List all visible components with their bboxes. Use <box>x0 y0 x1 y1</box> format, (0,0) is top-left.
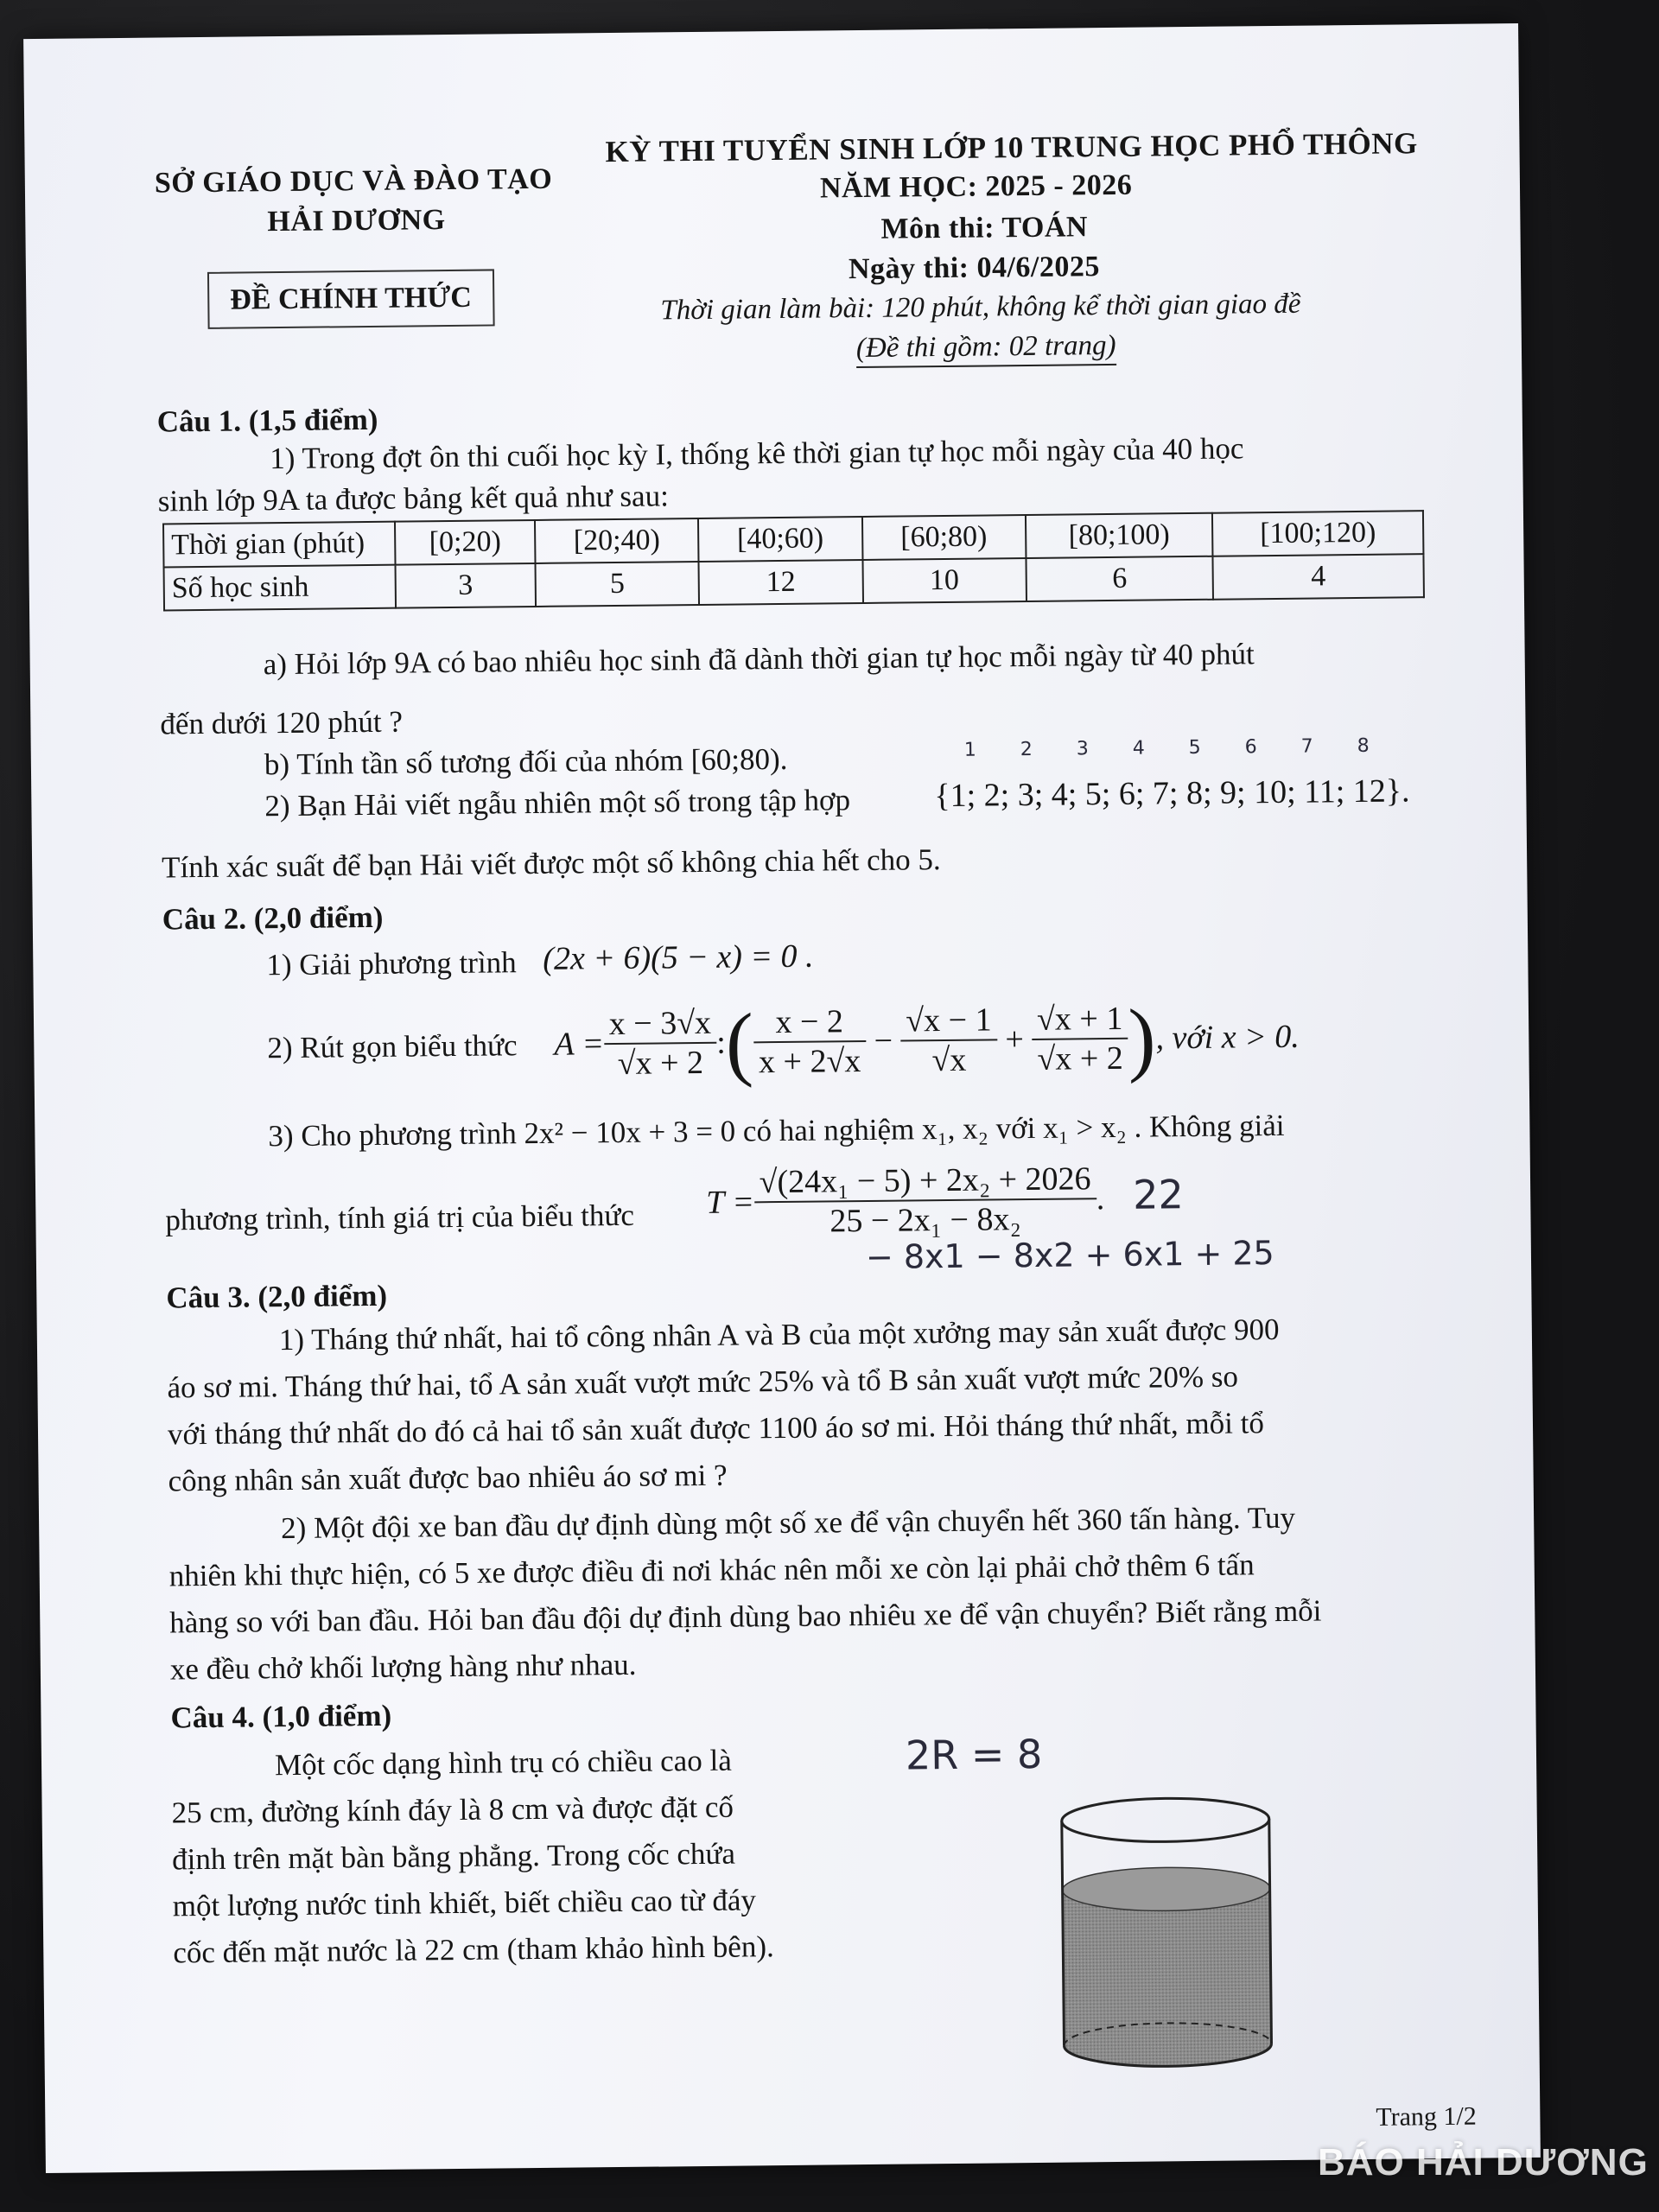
table-header-students: Số học sinh <box>164 565 397 611</box>
q4-line1: Một cốc dạng hình trụ có chiều cao là <box>274 1743 732 1783</box>
exam-date: Ngày thi: 04/6/2025 <box>848 251 1101 286</box>
handwritten-note-22: 22 <box>1132 1171 1185 1218</box>
fraction: $\frac{√x + 1}{√x + 2}$ <box>1032 1000 1128 1078</box>
q2-expression-T: T = $\frac{\text{√(24x₁ − 5) + 2x₂ + 2026}}{\text{25 − 2x₁ − 8x₂}}$ . <box>706 1160 1105 1240</box>
q2-part1-text: 1) Giải phương trình <box>266 945 517 982</box>
q1-part2-text: 2) Bạn Hải viết ngẫu nhiên một số trong tập hợp <box>264 783 851 823</box>
q2-A-lhs: A = <box>554 1026 605 1063</box>
question-4-title: Câu 4. (1,0 điểm) <box>170 1698 392 1735</box>
q2-part2-text: 2) Rút gọn biểu thức <box>267 1028 518 1065</box>
table-cell: 12 <box>699 560 863 605</box>
q1-part1-line2: sinh lớp 9A ta được bảng kết quả như sau: <box>157 479 670 518</box>
fraction: $\frac{\text{√(24x₁ − 5) + 2x₂ + 2026}}{\text{25 − 2x₁ − 8x₂}}$ <box>753 1160 1096 1241</box>
question-1-title: Câu 1. (1,5 điểm) <box>156 402 378 439</box>
q1-b-line: b) Tính tần số tương đối của nhóm [60;80). <box>264 741 788 782</box>
q3-part1-line4: công nhân sản xuất được bao nhiêu áo sơ mi ? <box>168 1458 728 1498</box>
q3-part1-line2: áo sơ mi. Tháng thứ hai, tổ A sản xuất vượt mức 25% và tổ B sản xuất vượt mức 20% so <box>167 1359 1239 1405</box>
cup-rim <box>1062 1797 1270 1843</box>
table-cell: 6 <box>1026 556 1213 601</box>
handwritten-note-radius: 2R = 8 <box>905 1730 1043 1779</box>
q3-part1-line1: 1) Tháng thứ nhất, hai tổ công nhân A và B của một xưởng may sản xuất được 900 <box>278 1312 1280 1357</box>
q2-expression-A: A = $\frac{x - 3√x}{√x + 2}$ : ( $\frac{x - 2}{x + 2√x}$ − $\frac{√x - 1}{√x}$ + $\frac{√x + 1}{√x + 2}$ ) , với x > 0. <box>554 991 1300 1089</box>
q2-part3-text: phương trình, tính giá trị của biểu thức <box>165 1198 635 1237</box>
q3-part2-line3: hàng so với ban đầu. Hỏi ban đầu đội dự định dùng bao nhiêu xe để vận chuyển? Biết rằng mỗi <box>169 1593 1322 1640</box>
q4-line3: định trên mặt bàn bằng phẳng. Trong cốc chứa <box>171 1836 736 1877</box>
fraction: $\frac{x - 3√x}{√x + 2}$ <box>604 1004 717 1083</box>
handwritten-set-marks: 1 2 3 4 5 6 7 8 <box>963 734 1389 761</box>
exam-title: KỲ THI TUYỂN SINH LỚP 10 TRUNG HỌC PHỔ THÔNG <box>605 126 1418 169</box>
official-exam-box: ĐỀ CHÍNH THỨC <box>207 269 494 328</box>
water-body <box>1063 1888 1272 2068</box>
school-year: NĂM HỌC: 2025 - 2026 <box>819 168 1133 205</box>
table-cell: [40;60) <box>698 517 862 562</box>
table-header-time: Thời gian (phút) <box>163 522 396 568</box>
table-cell: 4 <box>1213 554 1424 600</box>
question-2-title: Câu 2. (2,0 điểm) <box>162 899 384 937</box>
q4-line2: 25 cm, đường kính đáy là 8 cm và được đặt cố <box>171 1789 734 1830</box>
exam-duration: Thời gian làm bài: 120 phút, không kể thời gian giao đề <box>660 288 1301 327</box>
q3-part2-line1: 2) Một đội xe ban đầu dự định dùng một số xe để vận chuyển hết 360 tấn hàng. Tuy <box>280 1500 1296 1546</box>
pages-note: (Đề thi gồm: 02 trang) <box>856 330 1116 368</box>
department-name: SỞ GIÁO DỤC VÀ ĐÀO TẠO <box>154 162 553 200</box>
cylinder-figure <box>1035 1780 1298 2085</box>
q4-line4: một lượng nước tinh khiết, biết chiều cao từ đáy <box>172 1883 757 1923</box>
fraction: $\frac{√x - 1}{√x}$ <box>900 1001 997 1079</box>
fraction: $\frac{x - 2}{x + 2√x}$ <box>753 1002 866 1081</box>
question-3-title: Câu 3. (2,0 điểm) <box>166 1278 388 1315</box>
table-cell: [20;40) <box>535 518 699 563</box>
q3-part2-line4: xe đều chở khối lượng hàng như nhau. <box>169 1647 637 1687</box>
q4-line5: cốc đến mặt nước là 22 cm (tham khảo hình bên). <box>173 1929 774 1970</box>
q2-part3-line1: 3) Cho phương trình 2x² − 10x + 3 = 0 có hai nghiệm x₁, x₂ với x₁ > x₂ . Không giải <box>268 1108 1285 1154</box>
table-cell: 10 <box>862 558 1027 603</box>
subject: Môn thi: TOÁN <box>880 211 1089 245</box>
table-cell: [80;100) <box>1026 513 1213 558</box>
table-cell: 3 <box>396 563 537 608</box>
q2-part1-equation: (2x + 6)(5 − x) = 0 . <box>543 938 814 977</box>
handwritten-note-sum: − 8x1 − 8x2 + 6x1 + 25 <box>865 1234 1274 1276</box>
q3-part2-line2: nhiên khi thực hiện, có 5 xe được điều đi nơi khác nên mỗi xe còn lại phải chở thêm 6 tấn <box>168 1548 1255 1593</box>
province-name: HẢI DƯƠNG <box>267 204 446 238</box>
table-cell: [60;80) <box>861 515 1026 560</box>
table-cell: 5 <box>536 562 700 607</box>
cup-left-wall <box>1062 1821 1065 2046</box>
page-number: Trang 1/2 <box>1376 2101 1477 2132</box>
q2-condition: , với x > 0. <box>1155 1018 1300 1057</box>
q1-a-line2: đến dưới 120 phút ? <box>160 704 404 741</box>
q1-part2-line2: Tính xác suất để bạn Hải viết được một số không chia hết cho 5. <box>161 842 941 885</box>
q1-number-set: {1; 2; 3; 4; 5; 6; 7; 8; 9; 10; 11; 12}. <box>934 772 1410 815</box>
newspaper-watermark: BÁO HẢI DƯƠNG <box>1318 2141 1649 2183</box>
q3-part1-line3: với tháng thứ nhất do đó cả hai tổ sản xuất được 1100 áo sơ mi. Hỏi tháng thứ nhất, mỗi tổ <box>167 1406 1265 1452</box>
q1-a-line1: a) Hỏi lớp 9A có bao nhiêu học sinh đã dành thời gian tự học mỗi ngày từ 40 phút <box>263 637 1255 682</box>
frequency-table <box>162 510 1425 611</box>
exam-paper <box>23 23 1541 2173</box>
table-cell: [0;20) <box>395 520 536 565</box>
q1-part1-line1: 1) Trong đợt ôn thi cuối học kỳ I, thống kê thời gian tự học mỗi ngày của 40 học <box>270 431 1244 476</box>
table-cell: [100;120) <box>1212 511 1423 556</box>
